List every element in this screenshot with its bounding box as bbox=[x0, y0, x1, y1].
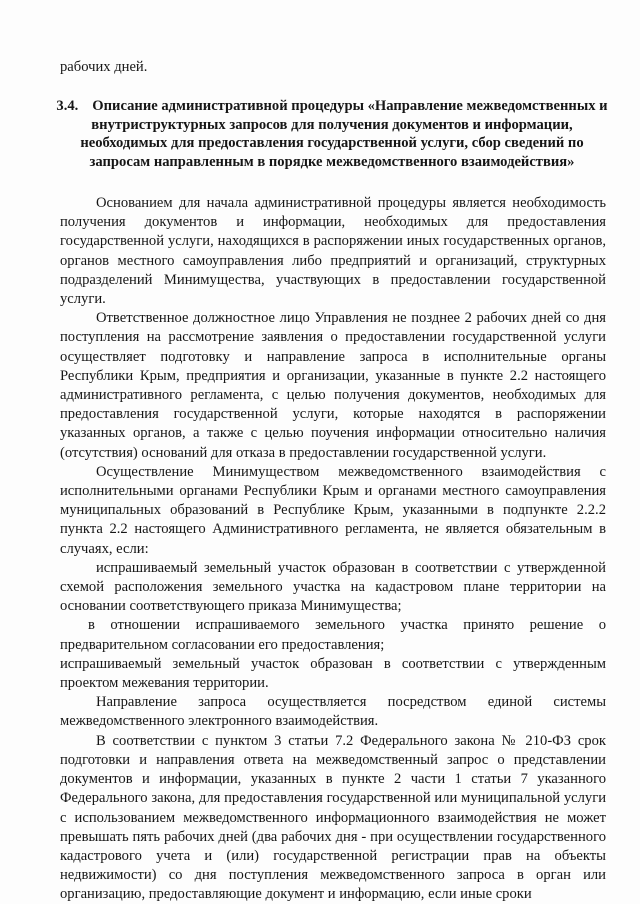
section-body bbox=[60, 194, 606, 905]
paragraph-response-deadline: В соответствии с пунктом 3 статьи 7.2 Федерального закона № 210-ФЗ срок подготовки и направления ответа на межведомственный запрос о представлении документов и информации, указанных в пункте 2 части 1 статьи 7 указанного Федерального закона, для предоставления государственной или муниципальной услуги с использованием межведомственного информационного взаимодействия не может превышать пять рабочих дней (два рабочих дня - при осуществлении государственного кадастрового учета и (или) государственной регистрации прав на объекты недвижимости) со дня поступления межведомственного запроса в орган или организацию, предоставляющие документ и информацию, если иные сроки bbox=[60, 732, 606, 903]
section-title: Описание административной процедуры «Направление межведомственных и внутриструктурных запросов для получения документов и информации, необходимых для предоставления государственной услуги, сбор сведений по запросам направленным в порядке межведомственного взаимодействия» bbox=[80, 98, 608, 171]
leading-text-fragment: рабочих дней. bbox=[60, 59, 148, 75]
list-item-approved-scheme: испрашиваемый земельный участок образован в соответствии с утвержденной схемой расположения земельного участка на кадастровом плане территории на основании соответствующего приказа Минимущества; bbox=[60, 559, 606, 615]
section-heading bbox=[52, 97, 612, 172]
paragraph-basis: Основанием для начала административной процедуры является необходимость получения документов и информации, необходимых для предоставления государственной услуги, находящихся в распоряжении иных государственных органов, органов местного самоуправления либо предприятий и организаций, структурных подразделений Минимущества, участвующих в предоставлении государственной услуги. bbox=[60, 195, 606, 308]
section-number: 3.4. bbox=[56, 98, 79, 114]
list-item-preliminary-approval: в отношении испрашиваемого земельного участка принято решение о предварительном согласовании его предоставления; bbox=[60, 617, 606, 653]
paragraph-interaction-exceptions: Осуществление Минимуществом межведомственного взаимодействия с исполнительными органами Республики Крым и органами местного самоуправления муниципальных образований в Республике Крым, указанными в подпункте 2.2.2 пункта 2.2 настоящего Административного регламента, не является обязательным в случаях, если: bbox=[60, 463, 606, 557]
list-item-survey-project: испрашиваемый земельный участок образован в соответствии с утвержденным проектом межевания территории. bbox=[60, 655, 606, 692]
paragraph-request-channel: Направление запроса осуществляется посредством единой системы межведомственного электронного взаимодействия. bbox=[60, 694, 606, 730]
paragraph-responsible-officer: Ответственное должностное лицо Управления не позднее 2 рабочих дней со дня поступления на рассмотрение заявления о предоставлении государственной услуги осуществляет подготовку и направление запроса в исполнительные органы Республики Крым, предприятия и организации, указанные в пункте 2.2 настоящего административного регламента, с целью получения документов, необходимых для предоставления государственной услуги, которые находятся в распоряжении указанных органов, а также с целью поучения информации относительно наличия (отсутствия) оснований для отказа в предоставлении государственной услуги. bbox=[60, 310, 606, 461]
